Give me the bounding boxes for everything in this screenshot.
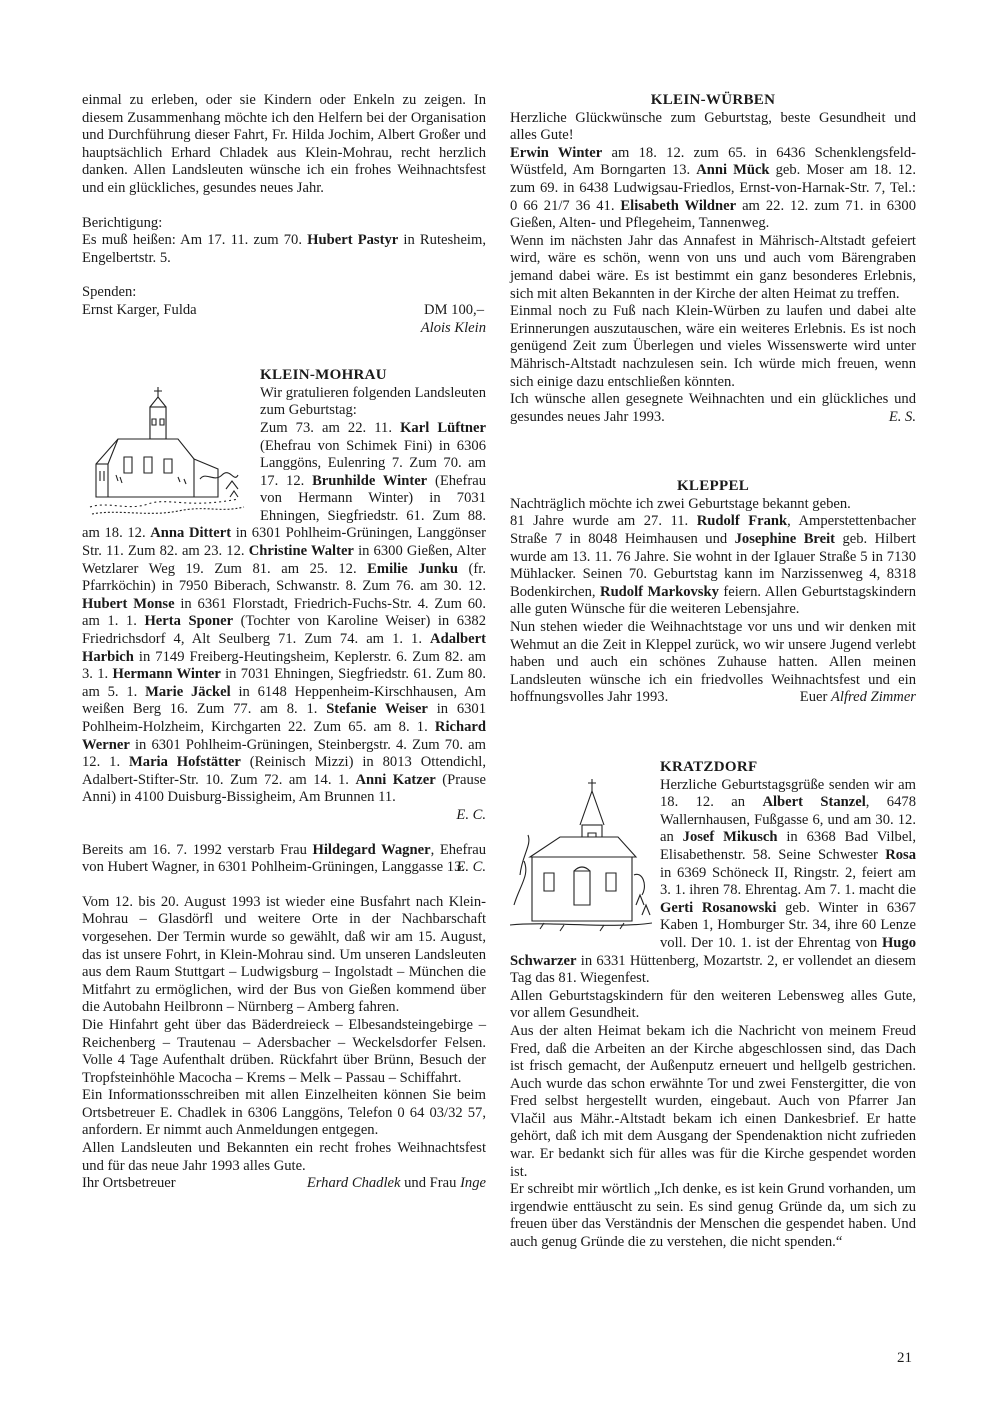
person-name: Rosa [885,846,916,863]
person-name: Hermann Winter [112,666,221,683]
church-news-paragraph: Aus der alten Heimat bekam ich die Nachricht von meinem Freud Fred, daß die Arbeiten an der Kirche abgeschlossen sind, das Dach ist frisch gemacht, der Außenputz erneuert und hellgelb gestrichen. Auch wurde das schon erwähnte Tor und zwei Fenstergitter, die von Fred selbst hergestellt wurden, eingebaut. Auch von Pfarrer Jan Vlačil aus Mähr.-Altstadt bekam ich einen Dankesbrief. Er hatte gehört, daß ich mit dem Ausgang der Spendenaktion nicht zufrieden war. Er bedankt sich für alles was für die Kirche gespendet worden ist. [510,1022,916,1180]
person-name: Rudolf Markovsky [600,583,719,600]
person-name: Maria Hofstätter [129,754,241,771]
right-column [510,92,916,1252]
person-name: Anni Katzer [355,771,436,788]
annafest-paragraph: Wenn im nächsten Jahr das Annafest in Mährisch-Altstadt gefeiert wird, wäre es schön, wenn von uns und auch vom Bärengraben jemand dabei wäre. Es ist bestimmt ein ganz besonderes Erlebnis, sich mit alten Bekannten in der Kirche der alten Heimat zu treffen. [510,232,916,302]
quote-paragraph: Er schreibt mir wörtlich „Ich denke, es ist kein Grund vorhanden, um irgendwie enttäuscht zu sein. Es sind genug Gründe da, um sich zu freuen über das Verständnis der Menschen die gespendet haben. Und auch genug Gründe die zu verstehen, die nicht spenden.“ [510,1181,916,1251]
klein-wuerben-title: KLEIN-WÜRBEN [650,92,776,108]
donations-label: Spenden: [82,284,137,301]
greeting-paragraph: Allen Landsleuten und Bekannten ein recht frohes Weihnachtsfest und für das neue Jahr 1993 alles Gute. [82,1140,486,1174]
klein-mohrau-intro: Wir gratulieren folgenden Landsleuten zum Geburtstag: [260,384,486,419]
klein-mohrau-section [82,367,486,824]
bus-trip-paragraph: Vom 12. bis 20. August 1993 ist wieder eine Busfahrt nach Klein-Mohrau – Glasdörfl und weitere Orte in der Nachbarschaft vorgesehen. Der Termin wurde so gewählt, daß wir am 15. August, das ist unsere Fohrt, in Klein-Mohrau sind. Um unseren Landsleuten aus dem Raum Stuttgart – Ludwigsburg – Ingolstadt – München die Mitfahrt zu ermöglichen, wird der Bus von Gießen kommend über die Autobahn Heilbronn – Nürnberg – Amberg fahren. [82,893,486,1016]
person-name: Christine Walter [248,543,354,560]
donation-row [82,302,486,320]
correction-text: Es muß heißen: Am 17. 11. zum 70. Hubert Pastyr in Rutesheim, Engelbertstr. 5. [82,232,486,266]
person-name: Josef Mikusch [682,829,778,846]
closing-signature: Erhard Chadlek und Frau Inge [306,1175,486,1192]
person-name: Erwin Winter [510,144,603,161]
kw-wish-paragraph: Ich wünsche allen gesegnete Weihnachten und ein glückliches und gesundes neues Jahr 1993. [510,391,916,425]
kratzdorf-section [510,759,916,1252]
left-column [82,92,486,1193]
person-name: Elisabeth Wildner [620,197,737,214]
correction-label: Berichtigung: [82,214,163,231]
person-name: Hugo Schwarzer [510,934,916,969]
person-name: Emilie Junku [367,560,459,577]
person-name: Albert Stanzel [762,794,866,811]
donation-amount: DM 100,– [424,301,484,318]
kleppel-christmas: Nun stehen wieder die Weihnachtstage vor uns und wir denken mit Wehmut an die Zeit in Kleppel zurück, wo wir unsere Jugend verlebt haben und auch ein schönes Zuhause hatten. Allen meinen Landsleuten wünsche ich ein friedvolles Weihnachtsfest und ein hoffnungsvolles Jahr 1993. [510,619,916,706]
person-name: Brunhilde Winter [312,472,428,489]
donation-signature: Alois Klein [420,319,486,336]
bus-route-paragraph: Die Hinfahrt geht über das Bäderdreieck – Elbesandsteingebirge – Reichenberg – Trautenau – Adersbacher – Weckelsdorfer Felsen. Volle 4 Tage Aufenthalt drüben. Rückfahrt über Brünn, Besuch der Tropfsteinhöhle Macocha – Krems – Melk – Passau – Schiffahrt. [82,1016,486,1086]
person-name: Anni Mück [696,162,770,179]
person-name: Josephine Breit [734,531,836,548]
klein-wuerben-signature: E. S. [888,408,916,425]
kleppel-signature: Euer Alfred Zimmer [799,689,916,706]
kleppel-intro: Nachträglich möchte ich zwei Geburtstage bekannt geben. [510,495,851,512]
person-name: Stefanie Weiser [326,701,428,718]
person-name: Hubert Monse [82,595,175,612]
bus-info-paragraph: Ein Informationsschreiben mit allen Einzelheiten können Sie beim Ortsbetreuer E. Chadlek in 6306 Langgöns, Telefon 0 64 03/32 57, anfordern. Er nimmt auch Anmeldungen entgegen. [82,1087,486,1139]
klein-mohrau-signature: E. C. [456,806,486,823]
klein-wuerben-birthdays: Erwin Winter am 18. 12. zum 65. in 6436 Schenklengsfeld-Wüstfeld, Am Borngarten 13. Anni Mück geb. Moser am 18. 12. zum 69. in 6438 Ludwigsau-Friedlos, Ernst-von-Harnak-Str. 7, Tel.: 0 66 21/7 36 41. Elisabeth Wildner am 22. 12. zum 71. in 6300 Gießen, Alten- und Pflegeheim, Tannenweg. [510,144,916,232]
klein-mohrau-birthdays: Zum 73. am 22. 11. Karl Lüftner (Ehefrau von Schimek Fini) in 6306 Langgöns, Eulenring 7. Zum 70. am 17. 12. Brunhilde Winter (Ehefrau von Hermann Winter) in 7031 Ehningen, Siegfriedstr. 61. Zum 88. am 18. 12. Anna Dittert in 6301 Pohlheim-Grüningen, Langgönser Str. 11. Zum 82. am 23. 12. Christine Walter in 6300 Gießen, Alter Wetzlarer Weg 19. Zum 81. am 25. 12. Emilie Junku (fr. Pfarrköchin) in 7950 Biberach, Schwanstr. 8. Zum 76. am 30. 12. Hubert Monse in 6361 Florstadt, Friedrich-Fuchs-Str. 4. Zum 60. am 1. 1. Herta Sponer (Tochter von Karoline Weiser) in 6382 Friedrichsdorf 4, Alt Seulberg 71. Zum 74. am 1. 1. Adalbert Harbich in 7149 Freiberg-Heutingsheim, Keplerstr. 6. Zum 82. am 3. 1. Hermann Winter in 7031 Ehningen, Siegfriedstr. 61. Zum 80. am 5. 1. Marie Jäckel in 6148 Heppenheim-Kirschhausen, Am weißen Berg 16. Zum 77. am 8. 1. Stefanie Weiser in 6301 Pohlheim-Holzheim, Kirchgarten 22. Zum 65. am 8. 1. Richard Werner in 6301 Pohlheim-Grüningen, Steinbergstr. 4. Zum 70. am 12. 1. Maria Hofstätter (Reinisch Mizzi) in 8013 Ottendichl, Adalbert-Stifter-Str. 10. Zum 72. am 14. 1. Anni Katzer (Prause Anni) in 4100 Duisburg-Bissigheim, Am Brunnen 11. [82,419,487,806]
kratzdorf-wishes: Allen Geburtstagskindern für den weiteren Lebensweg alles Gute, vor allem Gesundheit. [510,987,916,1022]
church-illustration-left [88,379,248,517]
kratzdorf-title: KRATZDORF [660,759,758,775]
person-name: Karl Lüftner [400,419,486,436]
closing-row [82,1175,486,1193]
kleppel-title: KLEPPEL [676,478,750,495]
person-name: Richard Werner [82,719,486,753]
kleppel-birthdays: 81 Jahre wurde am 27. 11. Rudolf Frank, Amperstettenbacher Straße 7 in 8048 Heimhausen und Josephine Breit geb. Hilbert wurde am 13. 11. 76 Jahre. Sie wohnt in der Iglauer Straße 5 in 7130 Mühlacker. Seinen 70. Geburtstag kann im Narzissenweg 4, 8318 Bodenkirchen, Rudolf Markovsky feiern. Allen Geburtstagskindern alle guten Wünsche für die weiteren Lebensjahre. [510,513,917,618]
page-number: 21 [897,1350,912,1366]
person-name: Herta Sponer [144,613,234,630]
walk-paragraph: Einmal noch zu Fuß nach Klein-Würben zu laufen und dabei alte Erinnerungen auszutauschen, wäre ein weiteres Erlebnis. Es ist noch genügend Zeit zum Überlegen und vieles Wissenswerte wird unter Mährisch-Altstadt nachzulesen sein. Ich würde mich freuen, wenn sich einige dazu entschließen könnten. [510,303,916,390]
person-name: Rudolf Frank [696,513,788,530]
person-name: Anna Dittert [150,525,232,542]
kratzdorf-birthdays: Herzliche Geburtstagsgrüße senden wir am 18. 12. an Albert Stanzel, 6478 Wallernhausen, Fußgasse 6, und am 30. 12. an Josef Mikusch in 6368 Bad Vilbel, Elisabethenstr. 58. Seine Schwester Rosa in 6369 Schöneck II, Ringstr. 2, feiert am 3. 1. ihren 78. Ehrentag. Am 7. 1. macht die Gerti Rosanowski geb. Winter in 6367 Kaben 1, Homburger Str. 34, ihre 60 Lenze voll. Der 10. 1. ist der Ehrentag von Hugo Schwarzer in 6331 Hüttenberg, Mozartstr. 2, er vollendet an diesem Tag das 81. Wiegenfest. [510,776,916,987]
closing-label: Ihr Ortsbetreuer [82,1175,176,1192]
death-signature: E. C. [456,859,486,876]
kratzdorf-church-drawing [510,775,652,935]
death-notice: Bereits am 16. 7. 1992 verstarb Frau Hildegard Wagner, Ehefrau von Hubert Wagner, in 6301 Pohlheim-Grüningen, Langgasse 13. [82,841,486,876]
donation-name: Ernst Karger, Fulda [82,301,197,318]
intro-paragraph: einmal zu erleben, oder sie Kindern oder Enkeln zu zeigen. In diesem Zusammenhang möchte ich den Helfern bei der Organisation und Durchführung dieser Fahrt, Fr. Hilda Jochim, Albert Großer und hauptsächlich Erhard Chladek aus Klein-Mohrau, recht herzlich danken. Allen Landsleuten wünsche ich ein frohes Weihnachtsfest und ein glückliches, gesundes neues Jahr. [82,92,486,196]
person-name: Marie Jäckel [145,683,231,700]
person-name: Adalbert Harbich [82,631,486,665]
klein-mohrau-title: KLEIN-MOHRAU [260,367,387,384]
church-illustration-right [510,775,652,935]
klein-wuerben-intro: Herzliche Glückwünsche zum Geburtstag, beste Gesundheit und alles Gute! [510,109,916,144]
church-drawing [88,379,248,517]
person-name: Gerti Rosanowski [660,899,777,916]
